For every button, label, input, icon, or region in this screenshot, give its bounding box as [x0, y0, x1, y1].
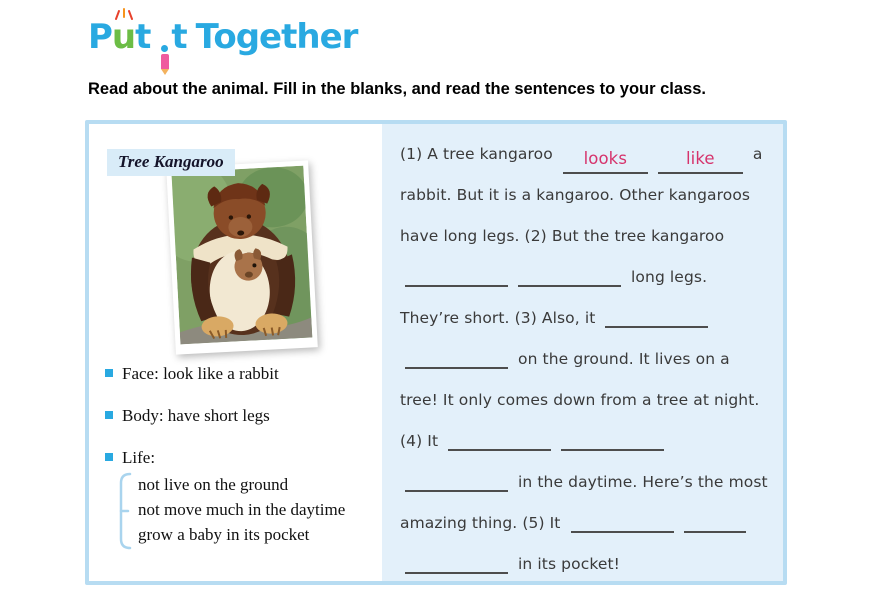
- fill-blank-5b[interactable]: [684, 507, 746, 533]
- fill-blank-4c[interactable]: [405, 466, 508, 492]
- fact-life: [105, 448, 374, 550]
- fill-blank-2b[interactable]: [518, 261, 621, 287]
- blank-answer: like: [685, 149, 715, 168]
- bracket-icon: [118, 472, 132, 550]
- title-letter-it-t: t: [171, 17, 187, 57]
- passage-text: (1) A tree kangaroo: [400, 145, 558, 163]
- passage-text: on the ground. It lives on a tree! It only comes down from a tree at night. (4) It: [400, 350, 760, 450]
- sparks-icon: [113, 7, 135, 20]
- content-box: [85, 120, 787, 585]
- fill-blank-3b[interactable]: [405, 343, 508, 369]
- page-title: [88, 14, 357, 71]
- passage-text: in the daytime. Here’s the most amazing thing. (5) It: [400, 473, 768, 532]
- tree-kangaroo-photo: [166, 160, 318, 354]
- fill-blank-1a[interactable]: [563, 148, 648, 174]
- fill-in-passage: [400, 134, 769, 585]
- tree-kangaroo-illustration: [171, 166, 312, 345]
- passage-text: long legs. They’re short. (3) Also, it: [400, 268, 708, 327]
- square-bullet-icon: [105, 411, 113, 419]
- fill-blank-4b[interactable]: [561, 425, 664, 451]
- title-word-together: Together: [195, 17, 358, 57]
- fact-life-label: Life:: [122, 448, 156, 467]
- fact-body: [105, 406, 374, 425]
- animal-name-label: Tree Kangaroo: [107, 149, 235, 176]
- animal-info-panel: [89, 124, 382, 581]
- title-letter-u: u: [111, 17, 136, 57]
- title-letter-p: P: [88, 17, 112, 57]
- life-item: not move much in the daytime: [138, 500, 346, 519]
- life-sub-list: [118, 472, 374, 550]
- passage-text: a rabbit. But it is a kangaroo. Other kangaroos have long legs. (2) But the tree kangaroo: [400, 145, 763, 245]
- square-bullet-icon: [105, 453, 113, 461]
- animal-facts-list: [105, 364, 374, 573]
- fill-blank-3a[interactable]: [605, 302, 708, 328]
- title-letter-t: t: [135, 17, 151, 57]
- instruction-text: Read about the animal. Fill in the blanks, and read the sentences to your class.: [88, 80, 706, 98]
- fill-blank-5a[interactable]: [571, 507, 674, 533]
- title-caterpillar-u: [112, 14, 135, 60]
- fact-body-label: Body: have short legs: [122, 406, 270, 425]
- fill-blank-2a[interactable]: [405, 261, 508, 287]
- pencil-icon: [160, 45, 169, 75]
- life-item: grow a baby in its pocket: [138, 525, 310, 544]
- fact-face: [105, 364, 374, 383]
- fact-face-label: Face: look like a rabbit: [122, 364, 279, 383]
- life-item: not live on the ground: [138, 475, 289, 494]
- fill-blank-4a[interactable]: [448, 425, 551, 451]
- fill-blank-5c[interactable]: [405, 548, 508, 574]
- square-bullet-icon: [105, 369, 113, 377]
- passage-text: in its pocket!: [513, 555, 620, 573]
- fill-blank-1b[interactable]: [658, 148, 743, 174]
- blank-answer: looks: [583, 149, 628, 168]
- passage-panel: [382, 124, 783, 581]
